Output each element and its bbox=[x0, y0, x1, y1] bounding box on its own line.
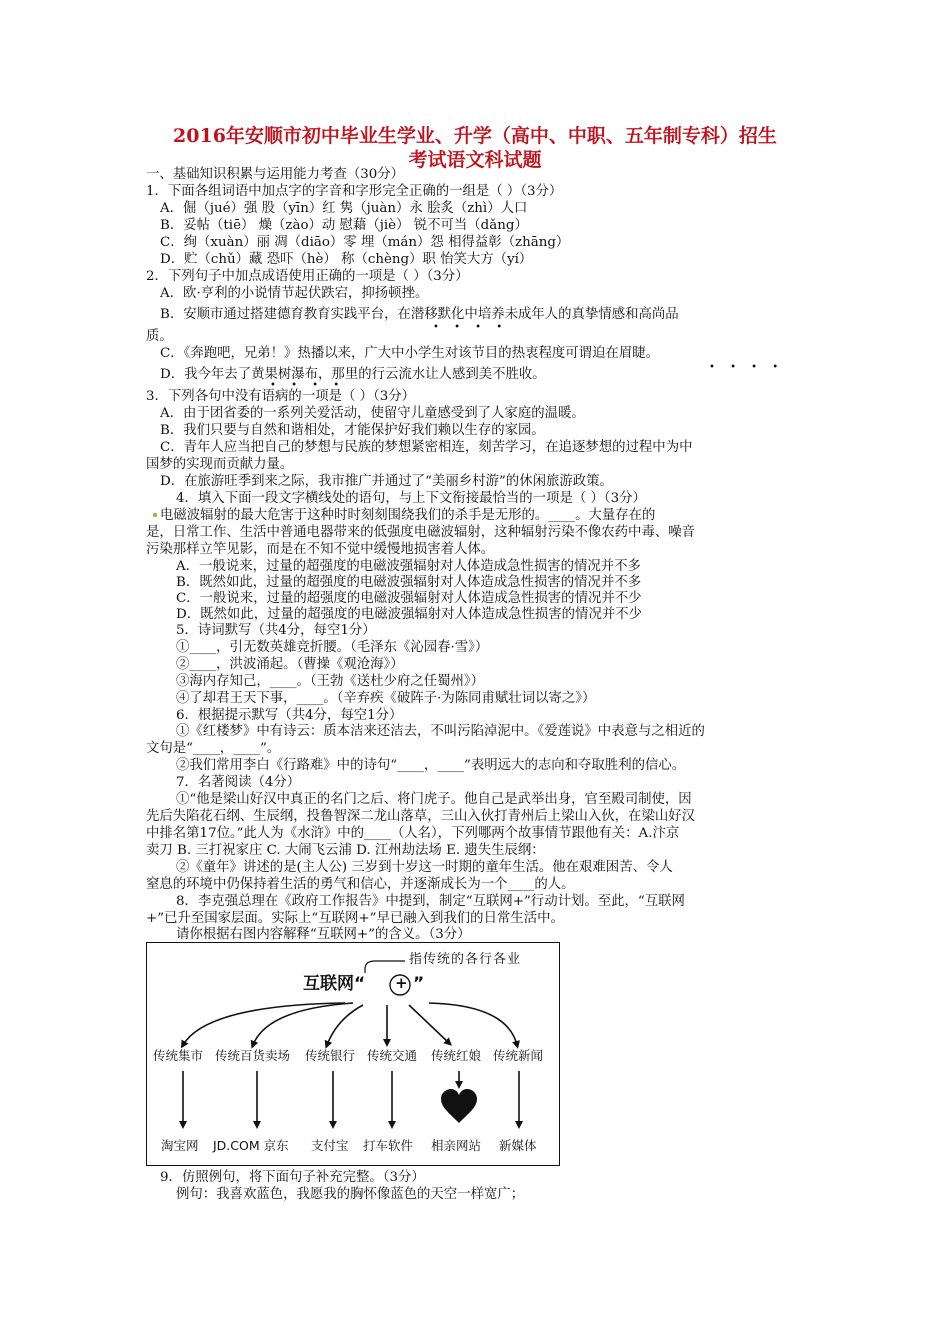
q2-option-c: C．《奔跑吧，兄弟！》热播以来，广大中小学生对该节目的热衷程度可谓迫在眉睫。 bbox=[160, 346, 659, 361]
q8-instruction: 请你根据右图内容解释“互联网+”的含义。（3分） bbox=[176, 927, 471, 942]
question-6: 6．根据提示默写（共4分，每空1分） bbox=[176, 708, 403, 723]
result-label: 支付宝 bbox=[311, 1138, 349, 1153]
q5-item-3: ③海内存知己，____。（王勃《送杜少府之任蜀州》） bbox=[176, 674, 484, 689]
q7-item-1-cont-1: 先后失陷花石纲、生辰纲，投鲁智深二龙山落草，三山入伙打青州后上梁山入伙，在梁山好汉 bbox=[146, 809, 696, 824]
q9-example: 例句：我喜欢蓝色，我愿我的胸怀像蓝色的天空一样宽广； bbox=[176, 1187, 525, 1202]
q3-option-b: B．我们只要与自然和谐相处，才能保护好我们赖以生存的家园。 bbox=[160, 423, 545, 438]
category-label: 传统集市 bbox=[153, 1048, 204, 1063]
plus-symbol: + bbox=[395, 974, 408, 992]
arrow-to-category bbox=[409, 1005, 449, 1043]
question-2: 2．下列句子中加点成语使用正确的一项是（ ）（3分） bbox=[146, 269, 469, 284]
q3-option-c-cont: 国梦的实现而贡献力量。 bbox=[146, 457, 294, 472]
question-1: 1．下面各组词语中加点字的字音和字形完全正确的一组是（ ）（3分） bbox=[146, 184, 563, 199]
bullet-dot bbox=[153, 513, 157, 517]
q5-item-1: ①____，引无数英雄竞折腰。（毛泽东《沁园春·雪》） bbox=[176, 640, 489, 655]
arrow-to-category bbox=[429, 1003, 517, 1045]
q7-item-2: ②《童年》讲述的是(主人公) 三岁到十岁这一时期的童年生活。他在艰难困苦、令人 bbox=[176, 860, 673, 875]
question-7: 7．名著阅读（4分） bbox=[176, 775, 301, 790]
emphasis-dots: • • • • bbox=[709, 362, 785, 373]
q3-option-a: A．由于团省委的一系列关爱活动，使留守儿童感受到了人家庭的温暖。 bbox=[160, 406, 585, 421]
q4-passage-3: 污染那样立竿见影，而是在不知不觉中缓慢地损害着人体。 bbox=[146, 542, 495, 557]
q6-item-2: ②我们常用李白《行路难》中的诗句“____，____”表明远大的志向和夺取胜利的信心。 bbox=[176, 758, 686, 773]
q3-option-c: C．青年人应当把自己的梦想与民族的梦想紧密相连，刻苦学习，在追逐梦想的过程中为中 bbox=[160, 440, 693, 455]
q4-option-d: D．既然如此，过量的超强度的电磁波强辐射对人体造成急性损害的情况并不少 bbox=[176, 607, 643, 622]
internet-plus-diagram bbox=[146, 942, 560, 1166]
category-label: 传统新闻 bbox=[493, 1048, 544, 1063]
q2-option-d: D．我今年去了黄果树瀑布，那里的行云流水让人感到美不胜收。 bbox=[160, 367, 546, 382]
q8-cont: +”已升至国家层面。实际上“互联网+”早已融入到我们的日常生活中。 bbox=[146, 911, 564, 926]
q5-item-2: ②____，洪波涌起。（曹操《观沧海》） bbox=[176, 657, 404, 672]
question-3: 3．下列各句中没有语病的一项是（ ）（3分） bbox=[146, 389, 416, 404]
category-label: 传统百货卖场 bbox=[215, 1048, 291, 1063]
result-label: 相亲网站 bbox=[431, 1138, 482, 1153]
q2-option-b-cont: 质。 bbox=[146, 329, 173, 344]
category-label: 传统银行 bbox=[305, 1048, 356, 1063]
exam-title-line-1: 2016年安顺市初中毕业生学业、升学（高中、中职、五年制专科）招生 bbox=[173, 125, 777, 147]
q2-option-b: B．安顺市通过搭建德育教育实践平台，在潜移默化中培养未成年人的真挚情感和高尚品 bbox=[160, 307, 679, 322]
hint-connector bbox=[365, 961, 405, 973]
q4-option-a: A．一般说来，过量的超强度的电磁波强辐射对人体造成急性损害的情况并不多 bbox=[176, 559, 641, 574]
main-label-close: ” bbox=[413, 974, 425, 994]
question-5: 5．诗词默写（共4分，每空1分） bbox=[176, 623, 376, 638]
heart-icon bbox=[441, 1089, 477, 1123]
q4-option-c: C．一般说来，过量的超强度的电磁波强辐射对人体造成急性损害的情况并不少 bbox=[176, 591, 642, 606]
result-label: JD.COM 京东 bbox=[213, 1138, 289, 1153]
question-4: 4．填入下面一段文字横线处的语句，与上下文衔接最恰当的一项是（ ）（3分） bbox=[176, 491, 646, 506]
emphasis-dots: • • • • bbox=[433, 322, 509, 333]
q5-item-4: ④了却君王天下事，____。（辛弃疾《破阵子·为陈同甫赋壮词以寄之》） bbox=[176, 691, 596, 706]
q1-option-d: D．贮（chǔ）藏 恐吓（hè） 称（chèng）职 怡笑大方（yí） bbox=[160, 252, 533, 267]
exam-title-line-2: 考试语文科试题 bbox=[408, 149, 542, 171]
arrow-to-category bbox=[253, 1003, 353, 1045]
q1-option-b: B．妥帖（tiē） 燥（zào）动 慰藉（jiè） 锐不可当（dǎng） bbox=[160, 218, 528, 233]
emphasis-dots: • • • • bbox=[270, 380, 346, 391]
q7-item-2-cont: 窒息的环境中仍保持着生活的勇气和信心，并逐渐成长为一个____的人。 bbox=[146, 877, 575, 892]
hint-label: 指传统的各行各业 bbox=[409, 952, 522, 967]
result-label: 新媒体 bbox=[499, 1138, 537, 1153]
section-heading: 一、基础知识积累与运用能力考查（30分） bbox=[146, 167, 405, 182]
q7-item-1: ①“他是梁山好汉中真正的名门之后、将门虎子。他自己是武举出身，官至殿司制使，因 bbox=[176, 792, 692, 807]
q4-passage-1: 电磁波辐射的最大危害于这种时时刻刻围绕我们的杀手是无形的。____。大量存在的 bbox=[160, 508, 656, 523]
q1-option-c: C．绚（xuàn）丽 凋（diāo）零 埋（mán）怨 相得益彰（zhāng） bbox=[160, 235, 570, 250]
main-label: 互联网“ bbox=[303, 974, 366, 994]
q3-option-d: D．在旅游旺季到来之际，我市推广并通过了“美丽乡村游”的休闲旅游政策。 bbox=[160, 474, 613, 489]
result-label: 打车软件 bbox=[363, 1138, 414, 1153]
question-9: 9．仿照例句，将下面句子补充完整。（3分） bbox=[160, 1170, 425, 1185]
q7-item-1-cont-2: 中排名第17位。”此人为《水浒》中的____（人名），下列哪两个故事情节跟他有关：A.汴京 bbox=[146, 826, 680, 841]
q2-option-a: A．欧·亨利的小说情节起伏跌宕，抑扬顿挫。 bbox=[160, 286, 429, 301]
q4-passage-2: 是，日常工作、生活中普通电器带来的低强度电磁波辐射，这种辐射污染不像农药中毒、噪音 bbox=[146, 525, 696, 540]
arrow-to-category bbox=[183, 1003, 345, 1045]
q4-option-b: B．既然如此，过量的超强度的电磁波强辐射对人体造成急性损害的情况并不多 bbox=[176, 575, 642, 590]
q6-item-1-cont: 文句是“____，____”。 bbox=[146, 741, 281, 756]
category-label: 传统交通 bbox=[367, 1048, 418, 1063]
q6-item-1: ①《红楼梦》中有诗云：质本洁来还洁去，不叫污陷淖泥中。《爱莲说》中表意与之相近的 bbox=[176, 724, 705, 739]
category-label: 传统红娘 bbox=[431, 1048, 482, 1063]
arrow-to-category bbox=[327, 1005, 363, 1045]
q7-item-1-cont-3: 卖刀 B. 三打祝家庄 C. 大闹飞云浦 D. 江州劫法场 E. 遗失生辰纲： bbox=[146, 843, 545, 858]
q1-option-a: A．倔（jué）强 股（yīn）红 隽（juàn）永 脍炙（zhì）人口 bbox=[160, 201, 528, 216]
question-8: 8．李克强总理在《政府工作报告》中提到，制定“互联网+”行动计划。至此，“互联网 bbox=[176, 894, 685, 909]
result-label: 淘宝网 bbox=[161, 1138, 199, 1153]
